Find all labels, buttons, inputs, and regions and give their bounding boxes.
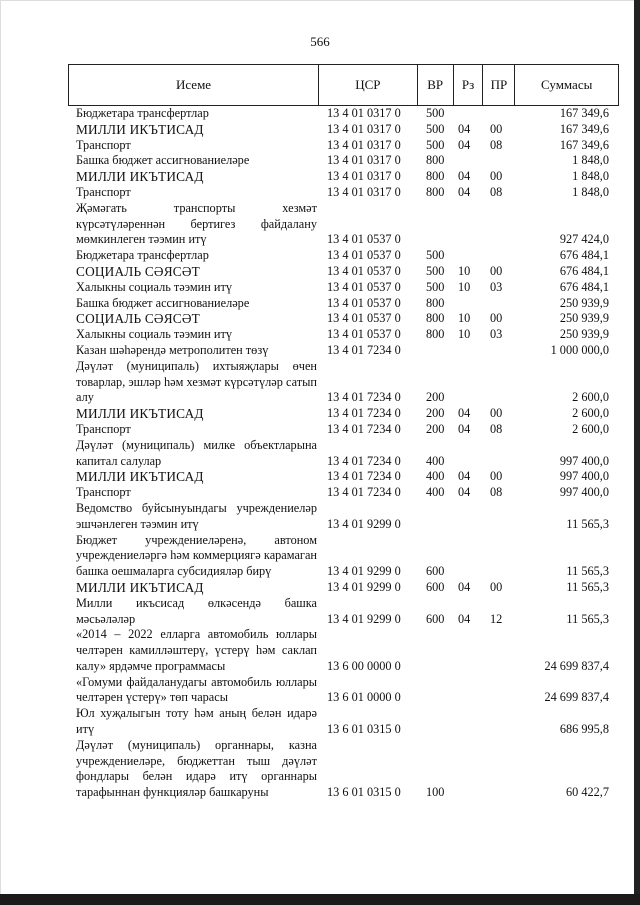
row-csr: 13 4 01 0317 0 xyxy=(327,106,401,120)
row-rz: 04 xyxy=(458,611,471,626)
row-sum: 11 565,3 xyxy=(566,564,609,579)
row-csr: 13 4 01 9299 0 xyxy=(327,611,401,626)
table-row xyxy=(68,580,619,596)
table-row xyxy=(68,406,619,422)
row-name: «2014 – 2022 елларга автомобиль юллары челтәрен камилләштерү, үстерү һәм саклап калу» ярдәмче программасы xyxy=(76,627,317,673)
row-csr: 13 4 01 0537 0 xyxy=(327,248,401,263)
row-csr: 13 4 01 9299 0 xyxy=(327,516,401,531)
table-row xyxy=(68,327,619,343)
row-pr: 00 xyxy=(490,263,503,278)
row-sum: 927 424,0 xyxy=(559,232,609,247)
row-vr: 600 xyxy=(426,611,445,626)
table-row xyxy=(68,153,619,169)
row-sum: 997 400,0 xyxy=(559,485,609,500)
row-vr: 800 xyxy=(426,295,445,310)
row-vr: 800 xyxy=(426,153,445,168)
row-sum: 167 349,6 xyxy=(559,106,609,120)
row-pr: 00 xyxy=(490,469,503,484)
row-rz: 10 xyxy=(458,279,471,294)
row-vr: 400 xyxy=(426,453,445,468)
row-csr: 13 4 01 9299 0 xyxy=(327,579,401,594)
row-rz: 10 xyxy=(458,263,471,278)
row-csr: 13 4 01 0537 0 xyxy=(327,279,401,294)
table-row xyxy=(68,296,619,312)
row-vr: 500 xyxy=(426,279,445,294)
row-vr: 500 xyxy=(426,263,445,278)
row-sum: 1 848,0 xyxy=(572,169,609,184)
table-row xyxy=(68,311,619,327)
row-name: Юл хуҗалыгын тоту һәм аның белән идарә итү xyxy=(76,706,317,737)
row-pr: 12 xyxy=(490,611,503,626)
row-sum: 1 848,0 xyxy=(572,153,609,168)
row-vr: 800 xyxy=(426,184,445,199)
header-rz: Рз xyxy=(454,65,484,105)
row-sum: 250 939,9 xyxy=(559,311,609,326)
table-row xyxy=(68,169,619,185)
row-pr: 00 xyxy=(490,169,503,184)
page-top-edge xyxy=(0,0,640,1)
row-pr: 00 xyxy=(490,406,503,421)
row-name: «Гомуми файдаланудагы автомобиль юллары челтәрен үстерү» төп чарасы xyxy=(76,674,317,705)
row-vr: 600 xyxy=(426,564,445,579)
table-row xyxy=(68,264,619,280)
row-name: МИЛЛИ ИКЪТИСАД xyxy=(76,579,204,595)
budget-table xyxy=(68,106,619,801)
table-row xyxy=(68,201,619,248)
row-sum: 2 600,0 xyxy=(572,406,609,421)
row-csr: 13 4 01 7234 0 xyxy=(327,406,401,421)
table-row xyxy=(68,106,619,122)
row-vr: 500 xyxy=(426,106,445,120)
row-pr: 00 xyxy=(490,121,503,136)
row-name: Казан шәһәрендә метрополитен төзү xyxy=(76,342,269,357)
row-rz: 04 xyxy=(458,121,471,136)
table-row xyxy=(68,438,619,470)
row-vr: 400 xyxy=(426,469,445,484)
table-header xyxy=(68,64,619,106)
row-pr: 00 xyxy=(490,311,503,326)
row-vr: 800 xyxy=(426,311,445,326)
row-name: Милли икъсисад өлкәсендә башка мәсьәләләр xyxy=(76,595,317,626)
row-name: Халыкны социаль тәэмин итү xyxy=(76,279,233,294)
row-vr: 500 xyxy=(426,248,445,263)
row-name: Җәмәгать транспорты хезмәт күрсәтүләреннән бертигез файдалану мөмкинлеген тәэмин итү xyxy=(76,200,317,247)
row-name: Башка бюджет ассигнованиеләре xyxy=(76,295,250,310)
row-rz: 10 xyxy=(458,311,471,326)
row-name: Бюджет учреждениеләренә, автоном учреждениеләргә һәм коммерциягә карамаган башка оешмаларга субсидияләр бирү xyxy=(76,532,317,579)
row-rz: 10 xyxy=(458,327,471,342)
row-vr: 200 xyxy=(426,390,445,405)
table-row xyxy=(68,280,619,296)
row-sum: 250 939,9 xyxy=(559,327,609,342)
row-name: МИЛЛИ ИКЪТИСАД xyxy=(76,121,204,137)
row-name: Дәүләт (муниципаль) милке объектларына капитал салулар xyxy=(76,437,317,468)
page-left-edge xyxy=(0,0,1,905)
row-name: СОЦИАЛЬ СӘЯСӘТ xyxy=(76,263,200,279)
row-name: Транспорт xyxy=(76,137,131,152)
table-row xyxy=(68,627,619,674)
row-sum: 686 995,8 xyxy=(559,722,609,737)
row-csr: 13 6 01 0315 0 xyxy=(327,722,401,737)
row-sum: 250 939,9 xyxy=(559,295,609,310)
row-csr: 13 4 01 0317 0 xyxy=(327,153,401,168)
row-rz: 04 xyxy=(458,485,471,500)
header-csr: ЦСР xyxy=(319,65,418,105)
row-sum: 676 484,1 xyxy=(559,263,609,278)
row-sum: 997 400,0 xyxy=(559,469,609,484)
header-vr: ВР xyxy=(418,65,454,105)
table-row xyxy=(68,596,619,628)
row-csr: 13 4 01 0317 0 xyxy=(327,137,401,152)
row-name: Ведомство буйсынуындагы учреждениеләр эшчәнлеген тәэмин итү xyxy=(76,500,317,531)
row-pr: 03 xyxy=(490,327,503,342)
row-name: МИЛЛИ ИКЪТИСАД xyxy=(76,169,204,185)
row-sum: 2 600,0 xyxy=(572,421,609,436)
table-row xyxy=(68,501,619,533)
row-csr: 13 4 01 0537 0 xyxy=(327,232,401,247)
table-row xyxy=(68,738,619,801)
table-row xyxy=(68,185,619,201)
row-rz: 04 xyxy=(458,169,471,184)
row-vr: 100 xyxy=(426,785,445,800)
row-sum: 1 000 000,0 xyxy=(550,342,609,357)
table-row xyxy=(68,533,619,580)
row-rz: 04 xyxy=(458,184,471,199)
row-vr: 200 xyxy=(426,421,445,436)
row-pr: 00 xyxy=(490,579,503,594)
row-csr: 13 4 01 0537 0 xyxy=(327,311,401,326)
row-name: Бюджетара трансфертлар xyxy=(76,106,209,120)
row-csr: 13 4 01 0317 0 xyxy=(327,184,401,199)
row-csr: 13 4 01 7234 0 xyxy=(327,453,401,468)
row-csr: 13 4 01 0537 0 xyxy=(327,263,401,278)
table-row xyxy=(68,343,619,359)
row-csr: 13 4 01 7234 0 xyxy=(327,485,401,500)
row-csr: 13 4 01 0537 0 xyxy=(327,327,401,342)
row-sum: 11 565,3 xyxy=(566,579,609,594)
row-name: Халыкны социаль тәэмин итү xyxy=(76,327,233,342)
row-sum: 676 484,1 xyxy=(559,248,609,263)
row-name: Башка бюджет ассигнованиеләре xyxy=(76,153,250,168)
table-row xyxy=(68,359,619,406)
row-rz: 04 xyxy=(458,406,471,421)
row-sum: 24 699 837,4 xyxy=(544,658,609,673)
row-sum: 11 565,3 xyxy=(566,516,609,531)
row-csr: 13 4 01 0317 0 xyxy=(327,169,401,184)
row-vr: 500 xyxy=(426,121,445,136)
row-csr: 13 4 01 7234 0 xyxy=(327,421,401,436)
table-row xyxy=(68,675,619,707)
row-csr: 13 6 01 0315 0 xyxy=(327,785,401,800)
table-row xyxy=(68,485,619,501)
row-pr: 03 xyxy=(490,279,503,294)
table-row xyxy=(68,138,619,154)
row-sum: 167 349,6 xyxy=(559,121,609,136)
table-row xyxy=(68,469,619,485)
page-number: 566 xyxy=(310,34,330,49)
row-pr: 08 xyxy=(490,421,503,436)
row-csr: 13 6 01 0000 0 xyxy=(327,690,401,705)
row-rz: 04 xyxy=(458,421,471,436)
row-sum: 997 400,0 xyxy=(559,453,609,468)
row-name: МИЛЛИ ИКЪТИСАД xyxy=(76,469,204,485)
row-name: Дәүләт (муниципаль) ихтыяҗлары өчен товарлар, эшләр һәм хезмәт күрсәтүләр сатып алу xyxy=(76,358,317,405)
row-rz: 04 xyxy=(458,137,471,152)
header-name: Исеме xyxy=(69,65,319,105)
scan-bottom-edge xyxy=(0,894,640,905)
row-rz: 04 xyxy=(458,579,471,594)
scan-right-edge xyxy=(634,0,640,905)
row-csr: 13 4 01 0317 0 xyxy=(327,121,401,136)
row-sum: 2 600,0 xyxy=(572,390,609,405)
row-sum: 167 349,6 xyxy=(559,137,609,152)
row-vr: 500 xyxy=(426,137,445,152)
row-sum: 60 422,7 xyxy=(565,785,609,800)
row-sum: 24 699 837,4 xyxy=(544,690,609,705)
table-row xyxy=(68,122,619,138)
row-name: Дәүләт (муниципаль) органнары, казна учреждениеләре, бюджеттан тыш дәүләт фондлары белән идарә итү органнары тарафыннан функцияләр башкаруны xyxy=(76,737,317,800)
row-csr: 13 4 01 7234 0 xyxy=(327,390,401,405)
row-rz: 04 xyxy=(458,469,471,484)
row-sum: 1 848,0 xyxy=(572,184,609,199)
table-row xyxy=(68,422,619,438)
row-name: СОЦИАЛЬ СӘЯСӘТ xyxy=(76,311,200,327)
table-row xyxy=(68,248,619,264)
row-csr: 13 6 00 0000 0 xyxy=(327,658,401,673)
row-name: Транспорт xyxy=(76,485,131,500)
row-sum: 676 484,1 xyxy=(559,279,609,294)
header-pr: ПР xyxy=(483,65,515,105)
row-csr: 13 4 01 9299 0 xyxy=(327,564,401,579)
row-vr: 400 xyxy=(426,485,445,500)
header-sum: Суммасы xyxy=(541,77,593,92)
row-csr: 13 4 01 0537 0 xyxy=(327,295,401,310)
row-name: Транспорт xyxy=(76,421,131,436)
row-pr: 08 xyxy=(490,137,503,152)
row-name: Транспорт xyxy=(76,184,131,199)
row-vr: 800 xyxy=(426,327,445,342)
row-vr: 800 xyxy=(426,169,445,184)
row-sum: 11 565,3 xyxy=(566,611,609,626)
row-csr: 13 4 01 7234 0 xyxy=(327,469,401,484)
row-vr: 200 xyxy=(426,406,445,421)
table-row xyxy=(68,706,619,738)
row-csr: 13 4 01 7234 0 xyxy=(327,342,401,357)
row-name: Бюджетара трансфертлар xyxy=(76,248,209,263)
row-name: МИЛЛИ ИКЪТИСАД xyxy=(76,406,204,422)
row-pr: 08 xyxy=(490,485,503,500)
row-vr: 600 xyxy=(426,579,445,594)
row-pr: 08 xyxy=(490,184,503,199)
